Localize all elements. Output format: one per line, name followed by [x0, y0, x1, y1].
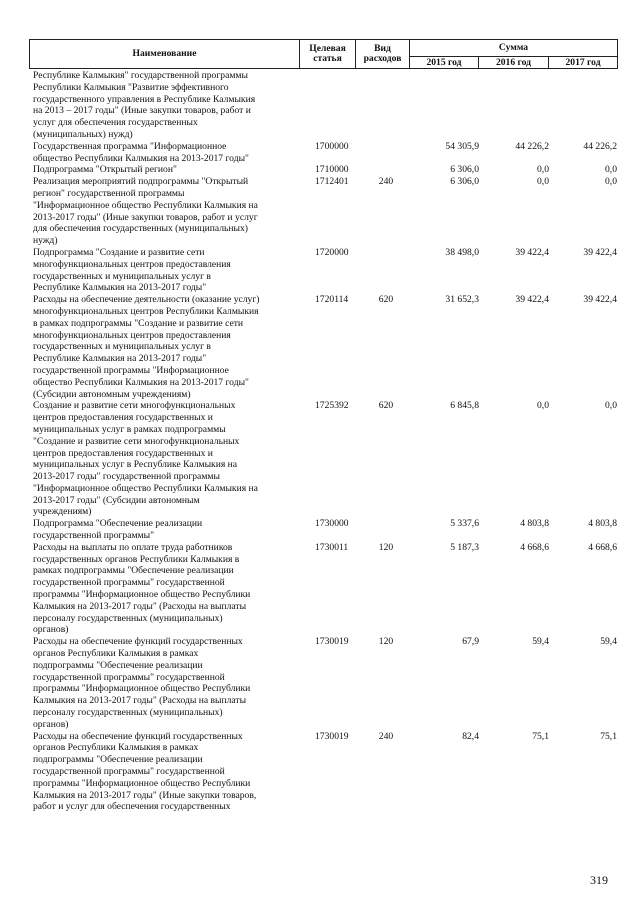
header-2017: 2017 год — [549, 57, 618, 69]
header-name: Наименование — [30, 40, 300, 69]
row-code: 1712401 — [315, 176, 349, 188]
row-vid — [361, 141, 411, 165]
row-vid — [361, 164, 411, 176]
table-row — [33, 247, 617, 294]
row-name: Расходы на обеспечение функций государственных органов Республики Калмыкия в рамках подпрограммы "Обеспечение реализации государственной программы" государственной программы "Информационное общество Республики Калмыкия на 2013-2017 годы" (Иные закупки товаров, работ и услуг для обеспечения государственных — [33, 730, 257, 813]
row-code: 1720000 — [315, 246, 349, 258]
row-sum-2016: 39 422,4 — [515, 294, 549, 306]
table-row — [33, 176, 617, 247]
row-sum-2017: 0,0 — [605, 176, 617, 188]
table-row — [33, 164, 617, 176]
row-sum-2015: 54 305,9 — [445, 140, 479, 152]
row-vid: 620 — [378, 400, 394, 412]
row-code: 1730000 — [315, 518, 349, 530]
row-sum-2016: 44 226,2 — [515, 140, 549, 152]
row-sum-2017: 44 226,2 — [583, 140, 617, 152]
row-code: 1720114 — [315, 294, 349, 306]
row-sum-2017: 39 422,4 — [583, 246, 617, 258]
table-row — [33, 518, 617, 542]
table-row — [33, 731, 617, 814]
row-code: 1730019 — [315, 636, 349, 648]
row-vid: 120 — [378, 541, 394, 553]
row-sum-2015: 6 306,0 — [450, 164, 479, 176]
row-vid — [361, 70, 411, 141]
row-sum-2016: 0,0 — [537, 176, 549, 188]
table-row — [33, 400, 617, 518]
row-name: Республике Калмыкия" государственной программы Республики Калмыкия "Развитие эффективного государственного управления в Республике Калмыкия на 2013 – 2017 годы" (Иные закупки товаров, работ и услуг для обеспечения государственных (муниципальных) нужд) — [33, 70, 256, 140]
row-sum-2017: 4 803,8 — [588, 518, 617, 530]
row-sum-2015: 6 306,0 — [450, 176, 479, 188]
row-sum-2016: 59,4 — [532, 636, 549, 648]
table-row — [33, 636, 617, 730]
header-vid: Вид расходов — [356, 40, 410, 69]
table-row — [33, 294, 617, 400]
row-sum-2015: 5 337,6 — [450, 518, 479, 530]
row-sum-2016: 0,0 — [537, 164, 549, 176]
row-sum-2016 — [479, 70, 549, 141]
row-code — [291, 70, 361, 141]
table-row — [33, 70, 617, 141]
row-code: 1730019 — [315, 730, 349, 742]
row-name: Подпрограмма "Обеспечение реализации государственной программы" — [33, 518, 203, 542]
row-sum-2017: 59,4 — [600, 636, 617, 648]
row-vid: 120 — [378, 636, 394, 648]
table-header — [29, 39, 618, 69]
row-sum-2016: 0,0 — [537, 400, 549, 412]
row-vid — [361, 518, 411, 542]
row-sum-2015: 5 187,3 — [450, 541, 479, 553]
header-sum: Сумма — [410, 40, 618, 57]
row-name: Создание и развитие сети многофункциональных центров предоставления государственных и муниципальных услуг в рамках подпрограммы "Создание и развитие сети многофункциональных центров предоставления государственных и муниципальных услуг в Республике Калмыкия на 2013-2017 годы" государственной программы "Информационное общество Республики Калмыкия на 2013-2017 годы" (Субсидии автономным учреждениям) — [33, 400, 258, 518]
row-sum-2017: 0,0 — [605, 400, 617, 412]
row-code: 1730011 — [315, 541, 349, 553]
row-vid: 240 — [378, 730, 394, 742]
row-sum-2015: 38 498,0 — [445, 246, 479, 258]
row-sum-2016: 39 422,4 — [515, 246, 549, 258]
row-sum-2016: 4 668,6 — [520, 541, 549, 553]
row-sum-2017 — [549, 70, 617, 141]
row-sum-2015 — [411, 70, 479, 141]
row-vid: 240 — [378, 176, 394, 188]
row-vid: 620 — [378, 294, 394, 306]
row-sum-2015: 67,9 — [462, 636, 479, 648]
row-name: Государственная программа "Информационное общество Республики Калмыкия на 2013-2017 годы" — [33, 140, 249, 164]
row-name: Расходы на обеспечение деятельности (оказание услуг) многофункциональных центров Республики Калмыкия в рамках подпрограммы "Создание и развитие сети многофункциональных центров предоставления государственных и муниципальных услуг в Республике Калмыкия на 2013-2017 годы" государственной программы "Информационное общество Республики Калмыкия на 2013-2017 годы" (Субсидии автономным учреждениям) — [33, 294, 260, 400]
row-vid — [361, 247, 411, 294]
row-sum-2017: 0,0 — [605, 164, 617, 176]
header-2016: 2016 год — [479, 57, 549, 69]
row-sum-2016: 75,1 — [532, 730, 549, 742]
row-name: Реализация мероприятий подпрограммы "Открытый регион" государственной программы "Информационное общество Республики Калмыкия на 2013-2017 годы" (Иные закупки товаров, работ и услуг для обеспечения государственных (муниципальных) нужд) — [33, 176, 258, 247]
table-row — [33, 542, 617, 636]
row-name: Расходы на выплаты по оплате труда работников государственных органов Республики Калмыкия в рамках подпрограммы "Обеспечение реализации государственной программы" государственной программы "Информационное общество Республики Калмыкия на 2013-2017 годы" (Расходы на выплаты персоналу государственных (муниципальных) органов) — [33, 541, 251, 636]
row-sum-2017: 75,1 — [600, 730, 617, 742]
table-row — [33, 141, 617, 165]
row-sum-2015: 31 652,3 — [445, 294, 479, 306]
row-code: 1710000 — [315, 164, 349, 176]
header-2015: 2015 год — [410, 57, 479, 69]
row-name: Подпрограмма "Открытый регион" — [33, 164, 177, 176]
row-sum-2017: 4 668,6 — [588, 541, 617, 553]
row-sum-2017: 39 422,4 — [583, 294, 617, 306]
row-name: Расходы на обеспечение функций государственных органов Республики Калмыкия в рамках подпрограммы "Обеспечение реализации государственной программы" государственной программы "Информационное общество Республики Калмыкия на 2013-2017 годы" (Расходы на выплаты персоналу государственных (муниципальных) органов) — [33, 636, 251, 730]
row-sum-2015: 82,4 — [462, 730, 479, 742]
header-code: Целевая статья — [300, 40, 356, 69]
page-number: 319 — [590, 873, 608, 887]
table-body — [33, 70, 617, 813]
row-sum-2015: 6 845,8 — [450, 400, 479, 412]
row-code: 1725392 — [315, 400, 349, 412]
row-sum-2016: 4 803,8 — [520, 518, 549, 530]
row-name: Подпрограмма "Создание и развитие сети многофункциональных центров предоставления государственных и муниципальных услуг в Республике Калмыкия на 2013-2017 годы" — [33, 246, 231, 294]
row-code: 1700000 — [315, 140, 349, 152]
